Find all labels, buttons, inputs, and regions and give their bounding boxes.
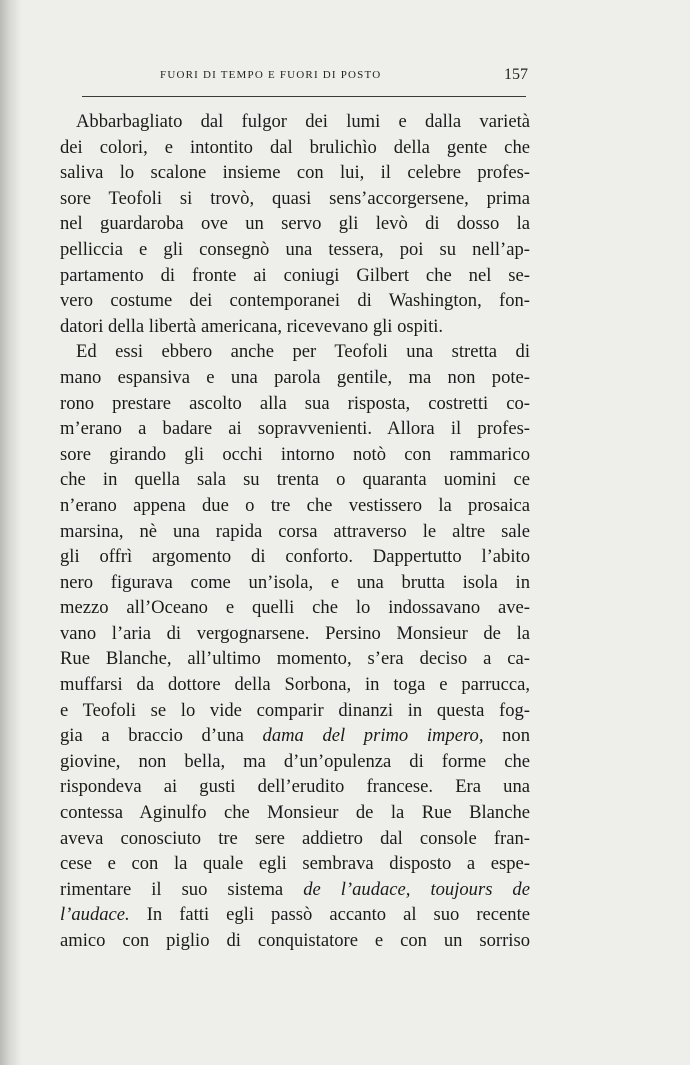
- header-rule: [82, 96, 526, 97]
- body-text: [60, 109, 530, 954]
- binding-shadow: [0, 0, 22, 1065]
- text-line: vano l’aria di vergognarsene. Persino Monsieur de la: [60, 622, 530, 644]
- text-line: muffarsi da dottore della Sorbona, in toga e parrucca,: [60, 674, 530, 696]
- running-title: FUORI DI TEMPO E FUORI DI POSTO: [160, 69, 382, 81]
- text-line: pelliccia e gli consegnò una tessera, poi su nell’ap-: [60, 238, 530, 260]
- text-line: partamento di fronte ai coniugi Gilbert che nel se-: [60, 264, 530, 286]
- text-line: sore girando gli occhi intorno notò con rammarico: [60, 443, 530, 465]
- text-line: nel guardaroba ove un servo gli levò di dosso la: [60, 213, 530, 235]
- text-line: Abbarbagliato dal fulgor dei lumi e dalla varietà: [76, 111, 530, 132]
- text-line: nero figurava come un’isola, e una brutta isola in: [60, 571, 530, 593]
- text-line-mixed: [60, 902, 530, 928]
- text-line: Ed essi ebbero anche per Teofoli una stretta di: [76, 341, 530, 363]
- running-head: [78, 66, 528, 86]
- text-line: rispondeva ai gusti dell’erudito francese. Era una: [60, 776, 530, 798]
- text-line: sore Teofoli si trovò, quasi sens’accorgersene, prima: [60, 187, 530, 209]
- text-run: non: [502, 725, 530, 747]
- text-line: aveva conosciuto tre sere addietro dal console fran-: [60, 827, 530, 849]
- text-line: mano espansiva e una parola gentile, ma non pote-: [60, 366, 530, 388]
- text-line-mixed: [60, 877, 530, 903]
- text-line: cese e con la quale egli sembrava disposto a espe-: [60, 853, 530, 875]
- text-run: In fatti egli passò accanto al suo recente: [146, 904, 530, 926]
- text-line: Rue Blanche, all’ultimo momento, s’era deciso a ca-: [60, 648, 530, 670]
- text-line: marsina, nè una rapida corsa attraverso le altre sale: [60, 520, 530, 542]
- text-line: rono prestare ascolto alla sua risposta, costretti co-: [60, 392, 530, 414]
- page-number: 157: [504, 66, 528, 83]
- italic-run: l’audace.: [60, 904, 130, 926]
- text-line: giovine, non bella, ma d’un’opulenza di forme che: [60, 750, 530, 772]
- text-line: datori della libertà americana, ricevevano gli ospiti.: [60, 315, 444, 337]
- text-line: amico con piglio di conquistatore e con un sorriso: [60, 930, 530, 951]
- italic-run: de l’audace, toujours de: [303, 878, 530, 900]
- text-line: n’erano appena due o tre che vestissero la prosaica: [60, 494, 530, 516]
- text-line: vero costume dei contemporanei di Washington, fon-: [60, 290, 530, 312]
- text-line: contessa Aginulfo che Monsieur de la Rue Blanche: [60, 802, 530, 824]
- text-line: saliva lo scalone insieme con lui, il celebre profes-: [60, 162, 530, 184]
- text-line: e Teofoli se lo vide comparir dinanzi in questa fog-: [60, 699, 530, 721]
- text-line: gli offrì argomento di conforto. Dappertutto l’abito: [60, 546, 530, 568]
- text-run: rimentare il suo sistema: [60, 878, 284, 900]
- text-line: che in quella sala su trenta o quaranta uomini ce: [60, 469, 530, 491]
- text-line: dei colori, e intontito dal brulichìo della gente che: [60, 136, 530, 158]
- text-line: mezzo all’Oceano e quelli che lo indossavano ave-: [60, 597, 530, 619]
- text-run: gia a braccio d’una: [60, 725, 244, 747]
- text-line-mixed: [60, 723, 530, 749]
- italic-run: dama del primo impero,: [262, 725, 484, 747]
- text-line: m’erano a badare ai sopravvenienti. Allora il profes-: [60, 418, 530, 440]
